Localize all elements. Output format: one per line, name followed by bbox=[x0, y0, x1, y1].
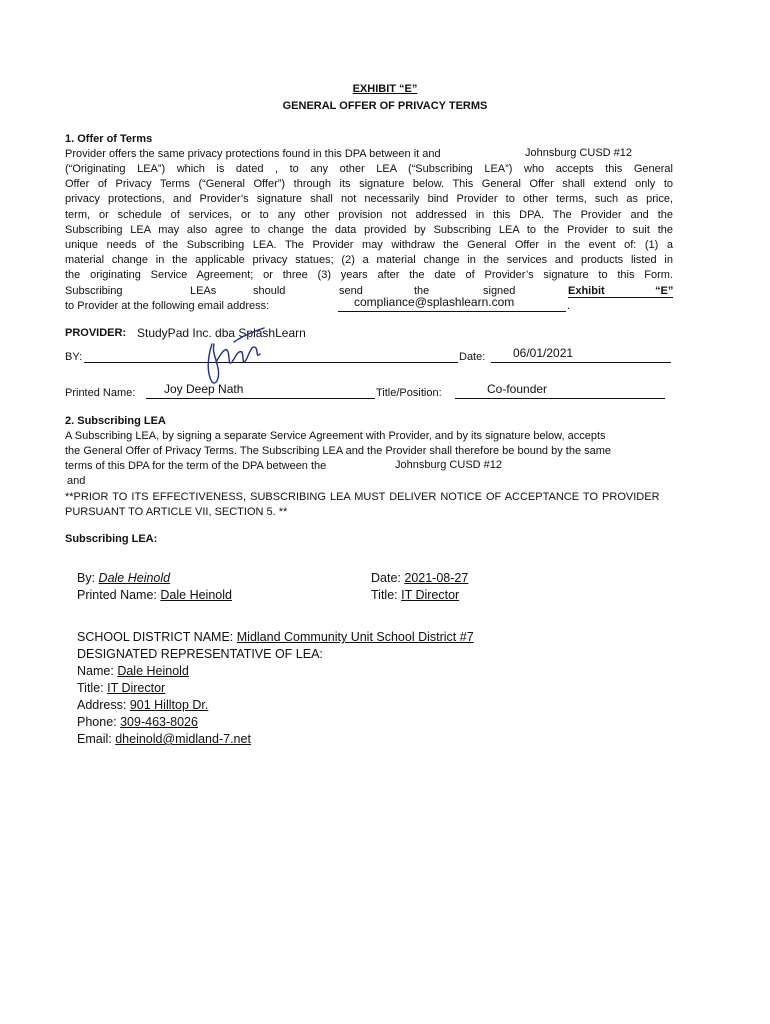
designated-rep-heading: DESIGNATED REPRESENTATIVE OF LEA: bbox=[77, 647, 323, 661]
section1-line-4: privacy protections, and Provider’s signature shall not necessarily bind Provider to other terms, such as price, bbox=[65, 193, 673, 206]
notice-line-1: **PRIOR TO ITS EFFECTIVENESS, SUBSCRIBING LEA MUST DELIVER NOTICE OF ACCEPTANCE TO PROVIDER bbox=[65, 491, 660, 503]
exhibit-title: EXHIBIT “E” bbox=[352, 83, 418, 95]
section1-line-1: Provider offers the same privacy protections found in this DPA between it and bbox=[65, 148, 441, 160]
exhibit-ref-letter: “E” bbox=[655, 285, 674, 297]
rep-email-value: dheinold@midland-7.net bbox=[115, 732, 251, 746]
provider-signature-image bbox=[198, 322, 270, 388]
section2-line-1: A Subscribing LEA, by signing a separate Service Agreement with Provider, and by its signature below, accepts bbox=[65, 430, 606, 442]
rep-address-row: Address: 901 Hilltop Dr. bbox=[77, 698, 209, 712]
subscriber-printed-name-row: Printed Name: Dale Heinold bbox=[77, 588, 232, 602]
subscribing-lea-heading-clipped: Subscribing LEA: bbox=[65, 533, 158, 545]
provider-signature-line bbox=[84, 362, 458, 363]
rep-name-row: Name: Dale Heinold bbox=[77, 664, 189, 678]
notice-line-2: PURSUANT TO ARTICLE VII, SECTION 5. ** bbox=[65, 506, 288, 518]
provider-date-line bbox=[491, 362, 671, 363]
section1-line-7: unique needs of the Subscribing LEA. The Provider may withdraw the General Offer in the event of: (1) a bbox=[65, 239, 673, 252]
provider-title-label: Title/Position: bbox=[376, 387, 442, 399]
section2-and: and bbox=[67, 475, 86, 487]
send-word-4: send bbox=[339, 285, 363, 297]
school-district-value: Midland Community Unit School District #7 bbox=[236, 630, 474, 644]
subscriber-printed-name-value: Dale Heinold bbox=[160, 588, 232, 602]
subscriber-date-value: 2021-08-27 bbox=[404, 571, 469, 585]
section1-line-3: Offer of Privacy Terms (“General Offer”) through its signature below. This General Offer shall extend only to bbox=[65, 178, 673, 191]
rep-title-value: IT Director bbox=[107, 681, 166, 695]
provider-by-label: BY: bbox=[65, 351, 83, 363]
provider-label: PROVIDER: bbox=[65, 327, 127, 339]
section2-line-3: terms of this DPA for the term of the DPA between the bbox=[65, 460, 327, 472]
provider-printed-name-label: Printed Name: bbox=[65, 387, 136, 399]
offer-title: GENERAL OFFER OF PRIVACY TERMS bbox=[282, 100, 488, 112]
provider-email-value: compliance@splashlearn.com bbox=[354, 295, 515, 309]
rep-email-row: Email: dheinold@midland-7.net bbox=[77, 732, 251, 746]
send-word-2: LEAs bbox=[190, 285, 217, 297]
address-prefix: to Provider at the following email address: bbox=[65, 300, 270, 312]
provider-printed-name-value: Joy Deep Nath bbox=[164, 382, 244, 396]
section1-line-8: material change in the applicable privacy statues; (2) a material change in the services and products listed in bbox=[65, 254, 673, 267]
send-word-3: should bbox=[253, 285, 286, 297]
exhibit-underline bbox=[568, 297, 673, 298]
section1-line-5: term, or schedule of services, or to any other provision not addressed in this DPA. The Provider and the bbox=[65, 208, 673, 221]
section1-line-6: Subscribing LEA may also agree to change the data provided by Subscribing LEA to the Provider to suit the bbox=[65, 223, 673, 236]
provider-title-value: Co-founder bbox=[487, 382, 548, 396]
section1-heading: 1. Offer of Terms bbox=[65, 133, 153, 145]
provider-name-value: StudyPad Inc. dba SplashLearn bbox=[137, 326, 306, 340]
rep-phone-value: 309-463-8026 bbox=[120, 715, 198, 729]
rep-phone-row: Phone: 309-463-8026 bbox=[77, 715, 198, 729]
send-word-6: signed bbox=[483, 285, 516, 297]
subscriber-date-row: Date: 2021-08-27 bbox=[371, 571, 469, 585]
section2-heading: 2. Subscribing LEA bbox=[65, 415, 166, 427]
rep-name-value: Dale Heinold bbox=[117, 664, 189, 678]
subscriber-by-row: By: Dale Heinold bbox=[77, 571, 171, 585]
provider-title-line bbox=[455, 398, 665, 399]
provider-date-label: Date: bbox=[459, 351, 486, 363]
subscriber-title-value: IT Director bbox=[401, 588, 460, 602]
provider-printed-name-line bbox=[146, 398, 375, 399]
originating-lea-value: Johnsburg CUSD #12 bbox=[525, 147, 633, 159]
provider-date-value: 06/01/2021 bbox=[513, 346, 574, 360]
section2-line-2: the General Offer of Privacy Terms. The Subscribing LEA and the Provider shall therefore be bound by the same bbox=[65, 445, 612, 457]
rep-address-value: 901 Hilltop Dr. bbox=[129, 698, 209, 712]
section1-line-9: the originating Service Agreement; or three (3) years after the date of Provider’s signature to this Form. bbox=[65, 269, 673, 282]
exhibit-ref: Exhibit bbox=[568, 285, 605, 297]
subscriber-title-row: Title: IT Director bbox=[371, 588, 460, 602]
section2-between-lea-value: Johnsburg CUSD #12 bbox=[395, 459, 503, 471]
section1-line-2: (“Originating LEA”) which is dated , to any other LEA (“Subscribing LEA”) who accepts this General bbox=[65, 163, 673, 175]
school-district-row: SCHOOL DISTRICT NAME: Midland Community Unit School District #7 bbox=[77, 630, 474, 644]
section1-paragraph bbox=[65, 162, 673, 284]
send-word-5: the bbox=[414, 285, 430, 297]
rep-title-row: Title: IT Director bbox=[77, 681, 166, 695]
subscriber-by-value: Dale Heinold bbox=[98, 571, 171, 585]
email-line bbox=[338, 311, 566, 312]
send-word-1: Subscribing bbox=[65, 285, 123, 297]
address-period: . bbox=[567, 300, 571, 312]
